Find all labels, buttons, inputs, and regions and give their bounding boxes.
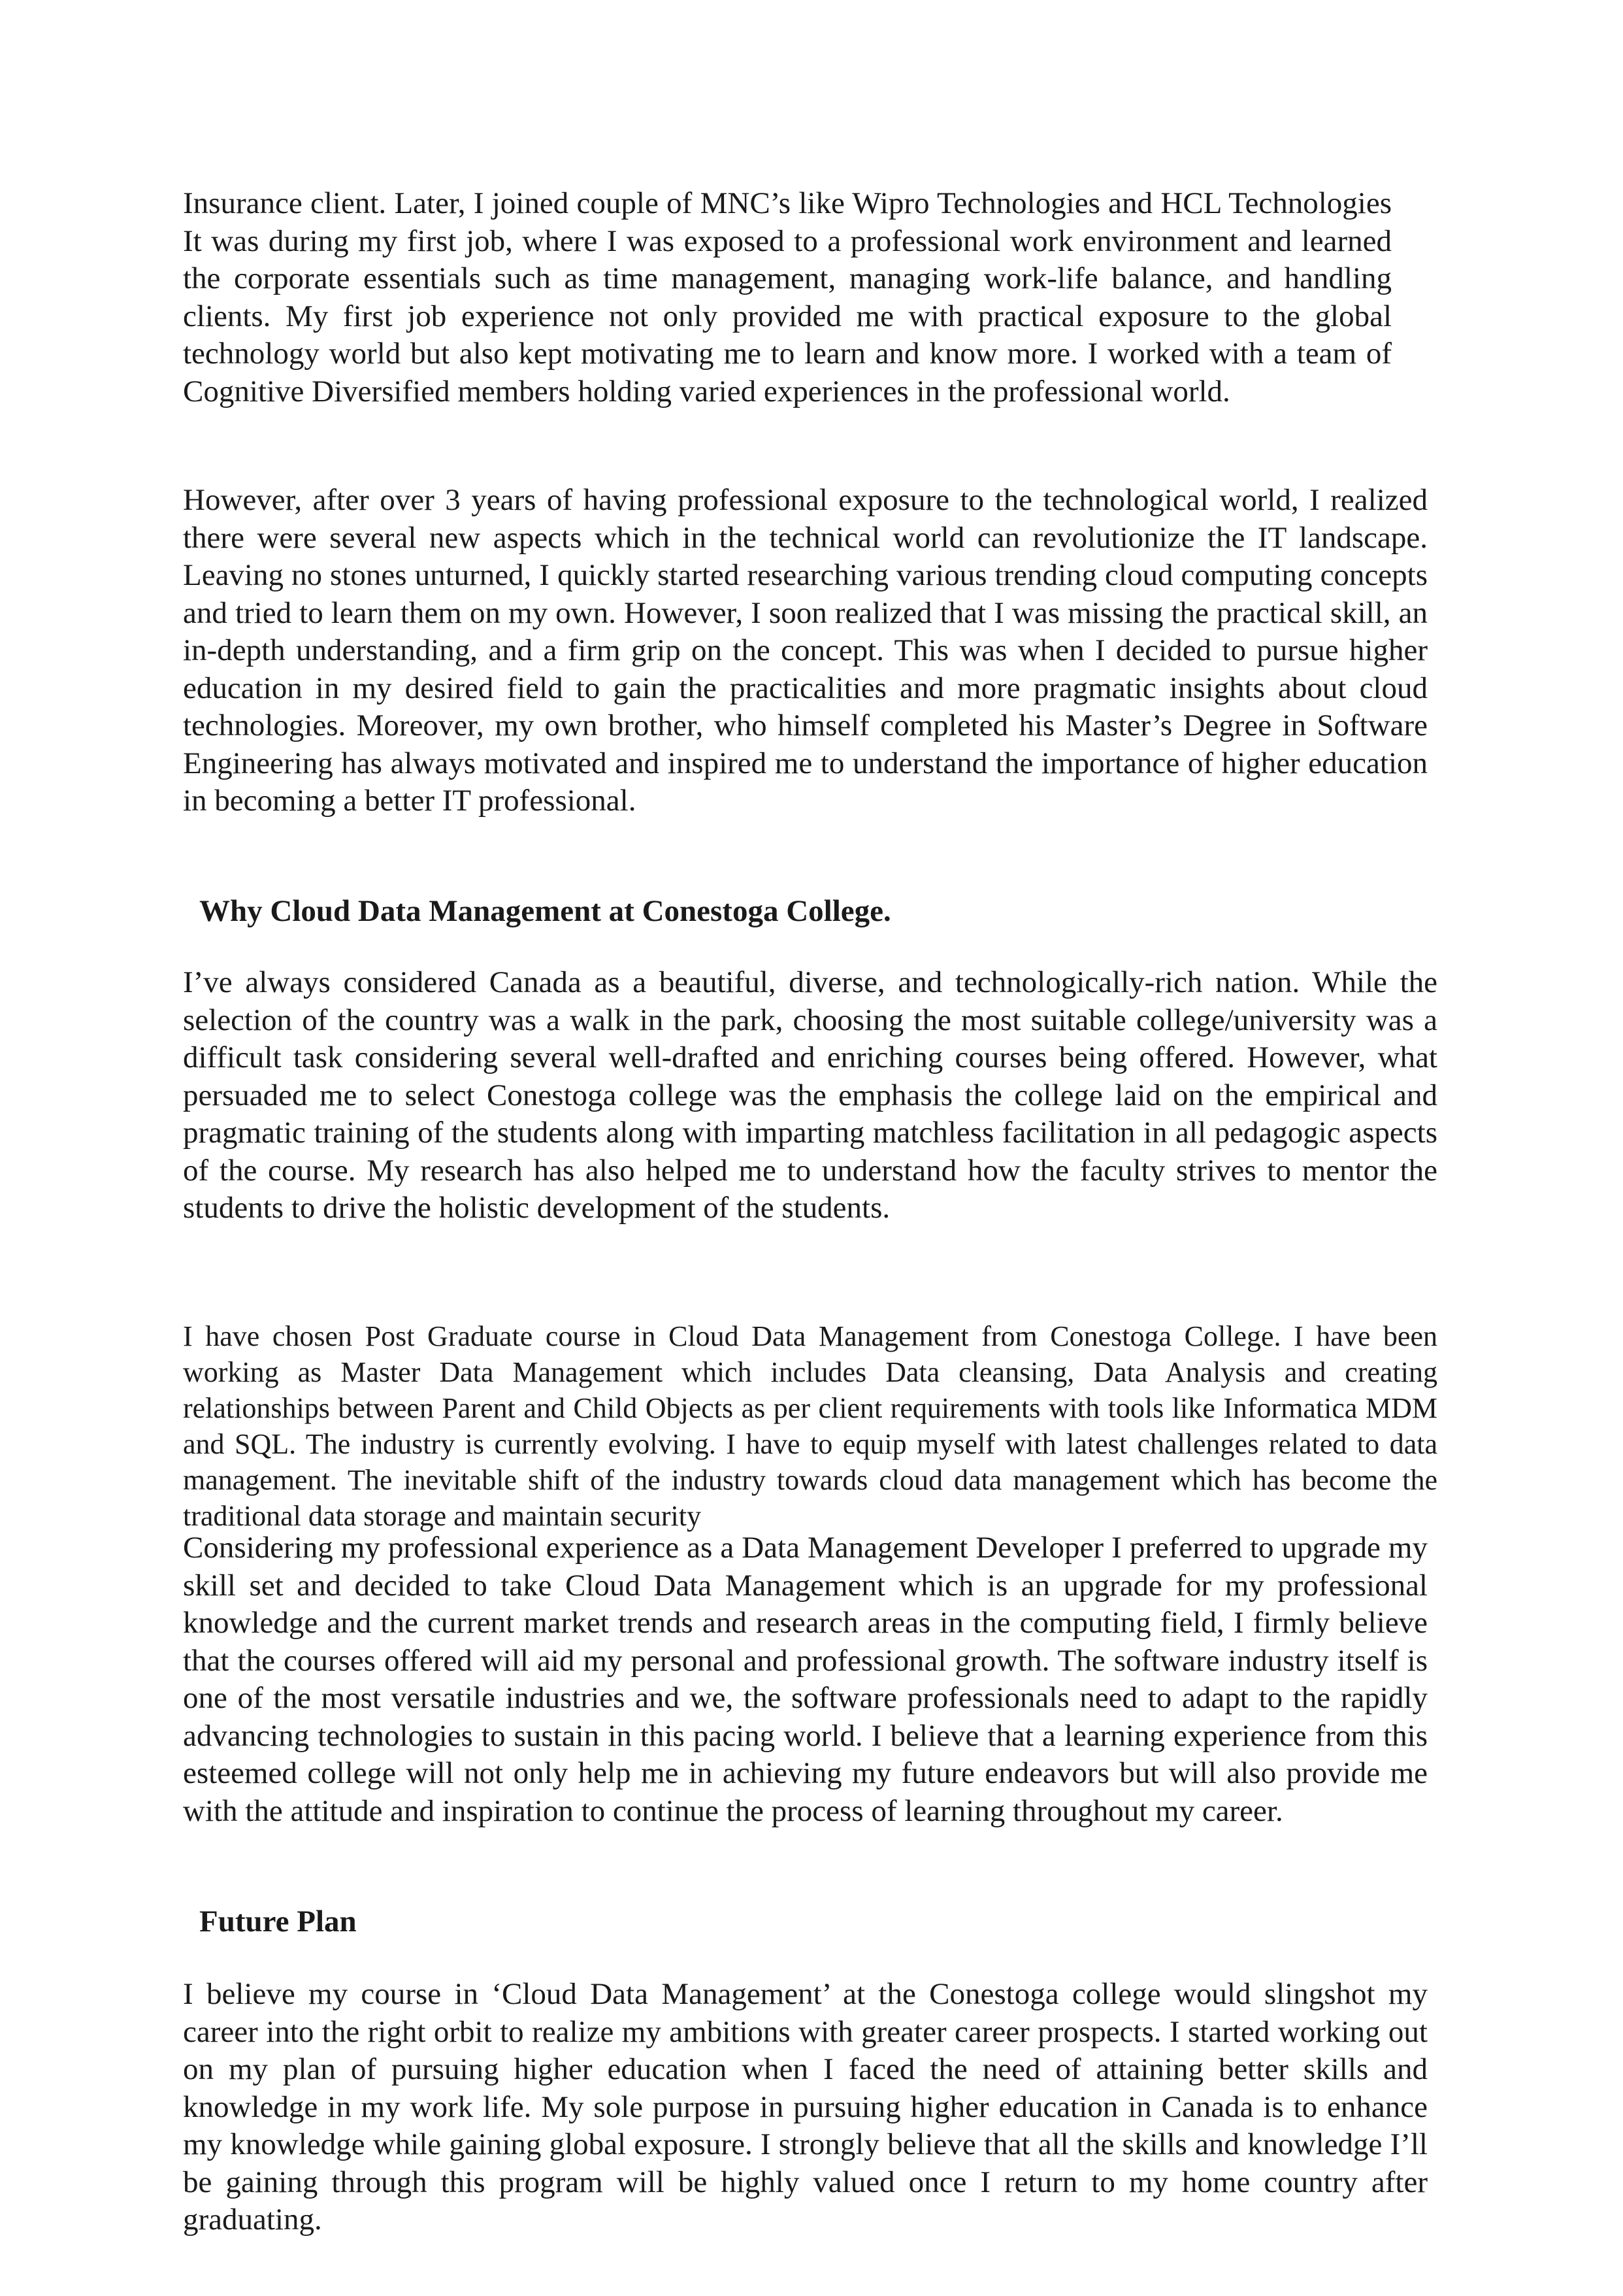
paragraph-course-choice: I have chosen Post Graduate course in Cloud Data Management from Conestoga College. I have been working as Master Data Management which includes Data cleansing, Data Analysis and creating relationships between Parent and Child Objects as per client requirements with tools like Informatica MDM and SQL. The industry is currently evolving. I have to equip myself with latest challenges related to data management. The inevitable shift of the industry towards cloud data management which has become the traditional data storage and maintain security: [183, 1320, 1437, 1532]
paragraph-work-experience: Insurance client. Later, I joined couple of MNC’s like Wipro Technologies and HCL Technologies It was during my first job, where I was exposed to a professional work environment and learned the corporate essentials such as time management, managing work-life balance, and handling clients. My first job experience not only provided me with practical exposure to the global technology world but also kept motivating me to learn and know more. I worked with a team of Cognitive Diversified members holding varied experiences in the professional world.: [183, 186, 1392, 408]
paragraph-future-plan: I believe my course in ‘Cloud Data Management’ at the Conestoga college would slingshot my career into the right orbit to realize my ambitions with greater career prospects. I started working out on my plan of pursuing higher education when I faced the need of attaining better skills and knowledge in my work life. My sole purpose in pursuing higher education in Canada is to enhance my knowledge while gaining global exposure. I strongly believe that all the skills and knowledge I’ll be gaining through this program will be highly valued once I return to my home country after graduating.: [183, 1977, 1428, 2237]
heading-why-cloud-data-management: Why Cloud Data Management at Conestoga College.: [199, 894, 891, 928]
paragraph-professional-upgrade: Considering my professional experience as a Data Management Developer I preferred to upgrade my skill set and decided to take Cloud Data Management which is an upgrade for my professional knowledge and the current market trends and research areas in the computing field, I firmly believe that the courses offered will aid my personal and professional growth. The software industry itself is one of the most versatile industries and we, the software professionals need to adapt to the rapidly advancing technologies to sustain in this pacing world. I believe that a learning experience from this esteemed college will not only help me in achieving my future endeavors but will also provide me with the attitude and inspiration to continue the process of learning throughout my career.: [183, 1531, 1428, 1828]
heading-future-plan: Future Plan: [199, 1905, 357, 1938]
paragraph-career-motivation: However, after over 3 years of having professional exposure to the technological world, I realized there were several new aspects which in the technical world can revolutionize the IT landscape. Leaving no stones unturned, I quickly started researching various trending cloud computing concepts and tried to learn them on my own. However, I soon realized that I was missing the practical skill, an in-depth understanding, and a firm grip on the concept. This was when I decided to pursue higher education in my desired field to gain the practicalities and more pragmatic insights about cloud technologies. Moreover, my own brother, who himself completed his Master’s Degree in Software Engineering has always motivated and inspired me to understand the importance of higher education in becoming a better IT professional.: [183, 483, 1428, 818]
paragraph-why-canada: I’ve always considered Canada as a beautiful, diverse, and technologically-rich nation. While the selection of the country was a walk in the park, choosing the most suitable college/university was a difficult task considering several well-drafted and enriching courses being offered. However, what persuaded me to select Conestoga college was the emphasis the college laid on the empirical and pragmatic training of the students along with imparting matchless facilitation in all pedagogic aspects of the course. My research has also helped me to understand how the faculty strives to mentor the students to drive the holistic development of the students.: [183, 965, 1437, 1225]
